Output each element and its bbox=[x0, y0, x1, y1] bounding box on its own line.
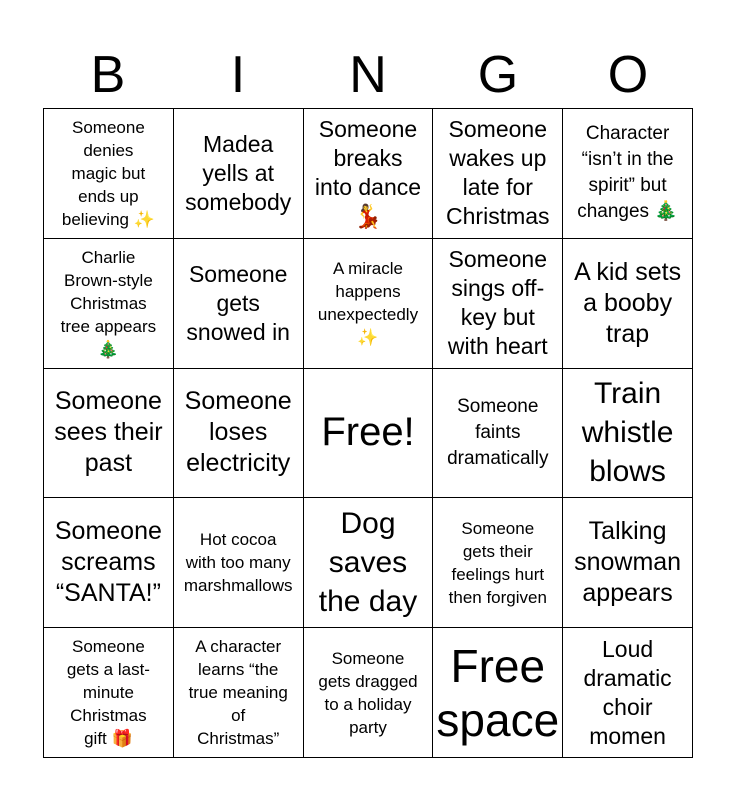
bingo-cell-text: A character learns “the true meaning of Christmas” bbox=[188, 637, 288, 749]
bingo-cell[interactable] bbox=[563, 498, 693, 628]
bingo-grid bbox=[43, 108, 693, 758]
bingo-cell[interactable] bbox=[563, 109, 693, 239]
bingo-cell[interactable] bbox=[304, 628, 434, 758]
header-letter-g: G bbox=[477, 46, 519, 104]
bingo-cell-text: A kid sets a booby trap bbox=[574, 257, 682, 348]
bingo-cell[interactable] bbox=[44, 498, 174, 628]
bingo-cell[interactable] bbox=[433, 628, 563, 758]
bingo-cell-text: Someone breaks into dance 💃 bbox=[314, 116, 422, 230]
bingo-cell[interactable] bbox=[44, 369, 174, 499]
bingo-cell[interactable] bbox=[174, 369, 304, 499]
bingo-cell-text: Madea yells at somebody bbox=[185, 130, 292, 215]
bingo-cell[interactable] bbox=[433, 498, 563, 628]
bingo-cell-text: Dog saves the day bbox=[318, 507, 418, 619]
bingo-cell-text: A miracle happens unexpectedly ✨ bbox=[317, 259, 419, 348]
bingo-cell-text: Someone gets a last- minute Christmas gift 🎁 bbox=[66, 637, 150, 749]
bingo-cell[interactable] bbox=[563, 628, 693, 758]
bingo-header bbox=[43, 44, 693, 106]
bingo-cell-text: Someone gets their feelings hurt then forgiven bbox=[448, 518, 547, 607]
header-letter-o: O bbox=[607, 46, 649, 104]
bingo-cell-text: Free space bbox=[436, 639, 560, 746]
bingo-cell-text: Someone loses electricity bbox=[184, 387, 292, 478]
bingo-cell[interactable] bbox=[174, 239, 304, 369]
bingo-cell-text: Hot cocoa with too many marshmallows bbox=[183, 530, 293, 596]
bingo-cell-text: Someone gets dragged to a holiday party bbox=[318, 648, 418, 737]
bingo-cell[interactable] bbox=[433, 369, 563, 499]
bingo-cell[interactable] bbox=[174, 109, 304, 239]
bingo-cell[interactable] bbox=[304, 239, 434, 369]
bingo-cell-text: Charlie Brown-style Christmas tree appears 🎄 bbox=[60, 247, 157, 359]
bingo-cell[interactable] bbox=[433, 239, 563, 369]
bingo-cell[interactable] bbox=[174, 628, 304, 758]
bingo-cell-text: Talking snowman appears bbox=[574, 517, 682, 608]
header-letter-i: I bbox=[230, 46, 246, 104]
header-letter-b: B bbox=[90, 46, 126, 104]
bingo-cell-text: Someone wakes up late for Christmas bbox=[446, 116, 550, 230]
bingo-cell-text: Someone denies magic but ends up believing ✨ bbox=[61, 117, 155, 229]
bingo-cell-text: Someone gets snowed in bbox=[186, 260, 290, 345]
bingo-cell-text: Someone sees their past bbox=[54, 387, 163, 478]
bingo-cell[interactable] bbox=[174, 498, 304, 628]
bingo-cell-text: Someone sings off- key but with heart bbox=[447, 246, 548, 360]
bingo-cell[interactable] bbox=[44, 628, 174, 758]
bingo-cell[interactable] bbox=[563, 369, 693, 499]
bingo-cell[interactable] bbox=[433, 109, 563, 239]
bingo-cell-text: Someone screams “SANTA!” bbox=[54, 517, 162, 608]
bingo-cell[interactable] bbox=[44, 239, 174, 369]
bingo-cell-text: Free! bbox=[321, 410, 415, 455]
bingo-cell[interactable] bbox=[44, 109, 174, 239]
bingo-cell[interactable] bbox=[563, 239, 693, 369]
bingo-cell[interactable] bbox=[304, 369, 434, 499]
bingo-cell[interactable] bbox=[304, 109, 434, 239]
bingo-cell[interactable] bbox=[304, 498, 434, 628]
bingo-cell-text: Loud dramatic choir momen bbox=[583, 635, 672, 749]
header-letter-n: N bbox=[349, 46, 387, 104]
bingo-cell-text: Someone faints dramatically bbox=[447, 395, 549, 469]
bingo-cell-text: Train whistle blows bbox=[581, 377, 674, 489]
bingo-cell-text: Character “isn’t in the spirit” but changes 🎄 bbox=[577, 123, 678, 223]
